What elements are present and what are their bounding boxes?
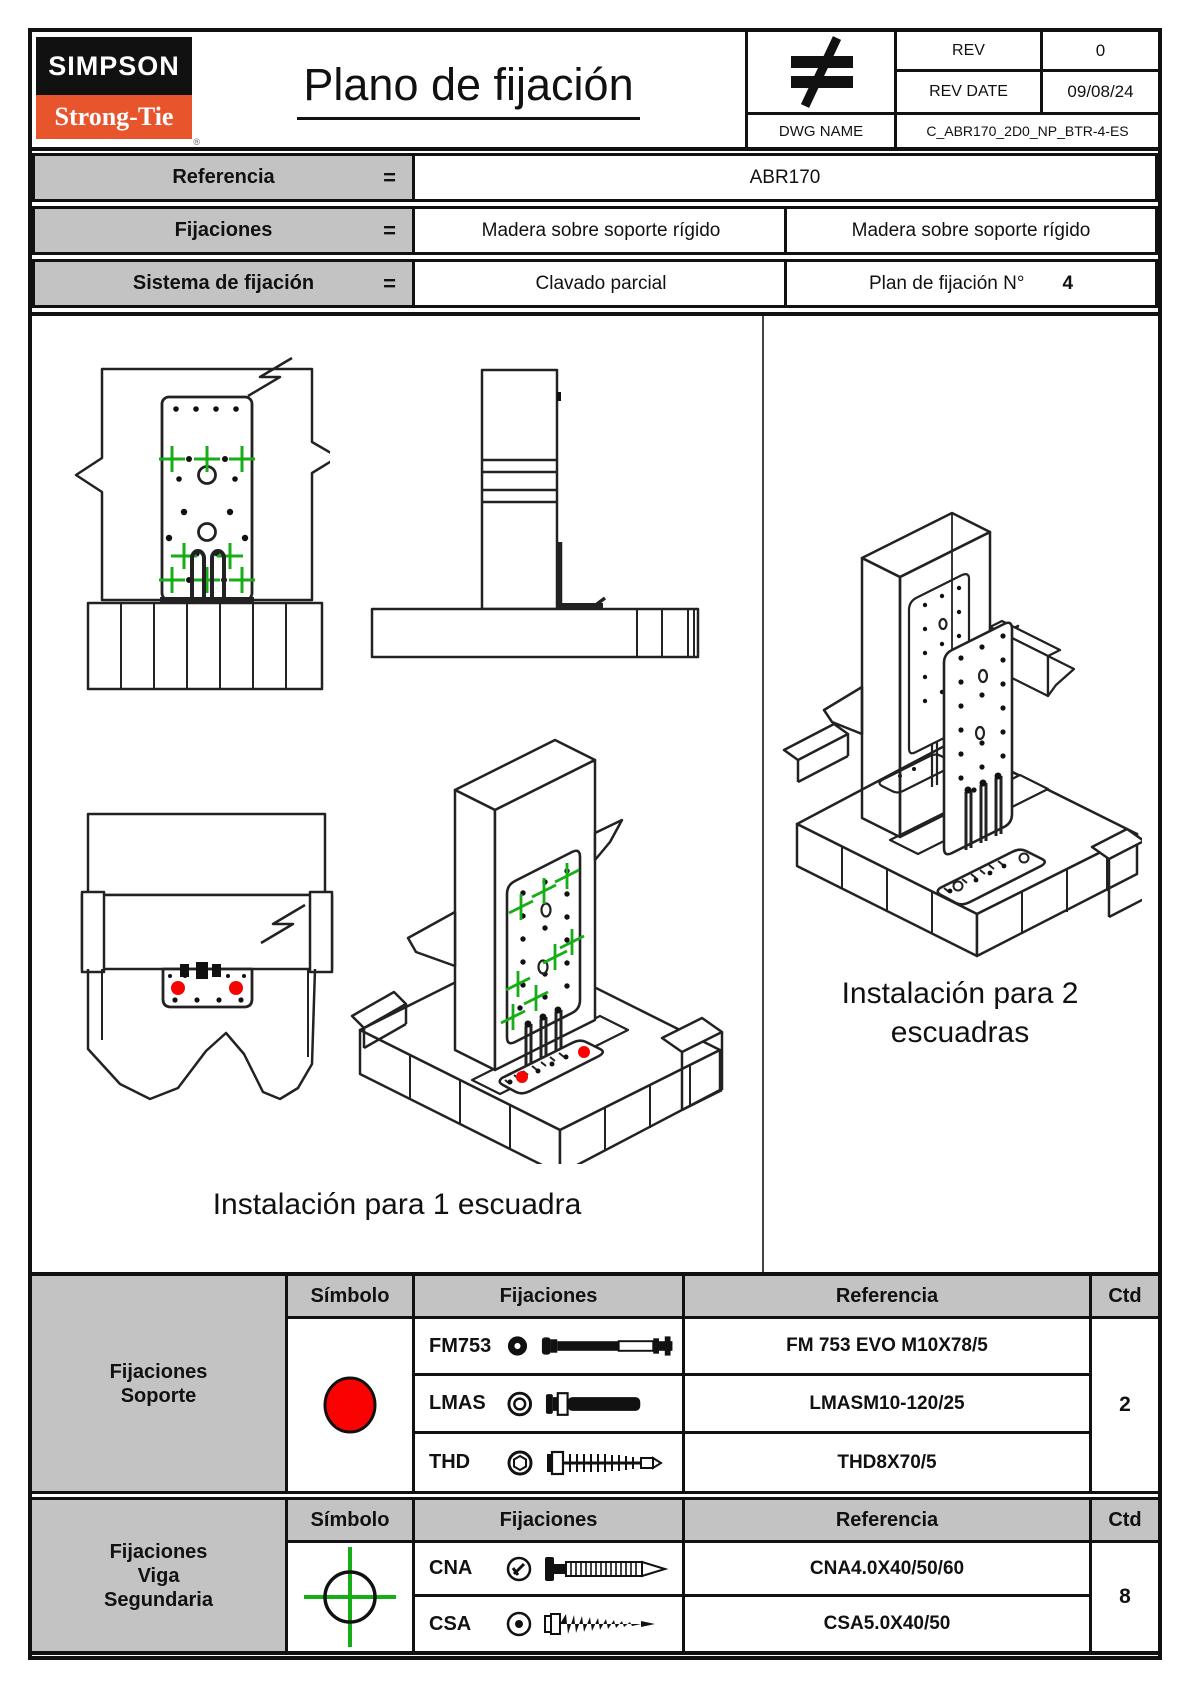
- title-block: [32, 32, 1158, 151]
- fastener-row-fm753: [415, 1319, 685, 1376]
- info-row-fijaciones: [32, 206, 1158, 255]
- dwg-name-label: DWG NAME: [745, 115, 897, 147]
- isometric-two-brackets-drawing: [782, 492, 1142, 972]
- csa-head-icon: [505, 1610, 533, 1638]
- cna-head-icon: [505, 1555, 533, 1583]
- referencia-label: Referencia =: [35, 156, 415, 199]
- plan-view-drawing: [60, 802, 350, 1112]
- simpson-strongtie-logo: [36, 37, 200, 147]
- fm753-bolt-icon: [540, 1331, 682, 1361]
- side-elevation-drawing: [365, 352, 705, 662]
- fm753-head-icon: [505, 1333, 530, 1359]
- caption-two-brackets: Instalación para 2 escuadras: [841, 977, 1079, 1049]
- csa-screw-icon: [543, 1609, 677, 1639]
- fastener-code: CSA: [429, 1612, 472, 1635]
- panel-divider: [762, 316, 764, 1272]
- header-referencia: Referencia: [685, 1276, 1092, 1319]
- header-ctd: Ctd: [1092, 1276, 1158, 1319]
- sistema-label: Sistema de fijación =: [35, 262, 415, 305]
- info-row-referencia: [32, 153, 1158, 202]
- sistema-value: Clavado parcial: [535, 272, 667, 294]
- fijaciones-label: Fijaciones =: [35, 209, 415, 252]
- plan-number-value: 4: [1062, 272, 1074, 294]
- cna-nail-icon: [543, 1554, 677, 1584]
- fixings-beam-table: [32, 1500, 1158, 1655]
- rev-date-label: REV DATE: [897, 72, 1040, 115]
- front-elevation-drawing: [60, 342, 330, 702]
- not-equal-icon: [775, 34, 867, 110]
- symbol-green-crosshair: [288, 1543, 415, 1651]
- caption-one-bracket: Instalación para 1 escuadra: [212, 1188, 582, 1221]
- plan-number-cell: [784, 262, 1155, 305]
- rev-label: REV: [897, 32, 1040, 72]
- registered-mark: ®: [193, 137, 200, 147]
- rev-value: 0: [1040, 32, 1158, 72]
- group-label-support: Fijaciones Soporte: [32, 1276, 288, 1491]
- equals-sign: =: [383, 217, 396, 243]
- logo-simpson: SIMPSON: [36, 37, 192, 95]
- fastener-reference: CSA5.0X40/50: [685, 1597, 1092, 1651]
- fastener-reference: LMASM10-120/25: [685, 1376, 1092, 1434]
- fastener-code: CNA: [429, 1557, 473, 1579]
- fixings-support-table: [32, 1272, 1158, 1491]
- dwg-name-value: C_ABR170_2D0_NP_BTR-4-ES: [926, 123, 1129, 139]
- equals-sign: =: [383, 164, 396, 190]
- lmas-bolt-icon: [544, 1389, 682, 1419]
- table-separator: [32, 1491, 1158, 1500]
- symbol-red-circle: [288, 1319, 415, 1491]
- page-title: Plano de fijación: [192, 32, 745, 147]
- fastener-reference: THD8X70/5: [685, 1434, 1092, 1491]
- group-label-beam: Fijaciones Viga Segundaria: [32, 1500, 288, 1651]
- fastener-row-lmas: [415, 1376, 685, 1434]
- qty-beam: 8: [1119, 1585, 1131, 1608]
- fastener-code: FM753: [429, 1334, 492, 1357]
- header-simbolo: Símbolo: [288, 1500, 415, 1543]
- plan-number-label: Plan de fijación N°: [868, 272, 1025, 294]
- fastener-reference: CNA4.0X40/50/60: [685, 1543, 1092, 1597]
- red-circle-icon: [319, 1373, 381, 1437]
- info-row-sistema: [32, 259, 1158, 308]
- logo-strongtie: Strong-Tie: [36, 95, 192, 139]
- equals-sign: =: [383, 270, 396, 296]
- lmas-head-icon: [505, 1389, 534, 1419]
- green-crosshair-icon: [300, 1545, 400, 1649]
- header-referencia: Referencia: [685, 1500, 1092, 1543]
- fastener-row-csa: [415, 1597, 685, 1651]
- fastener-reference: FM 753 EVO M10X78/5: [685, 1319, 1092, 1376]
- thd-head-icon: [505, 1448, 535, 1478]
- isometric-one-bracket-drawing: [350, 730, 730, 1164]
- fastener-row-thd: [415, 1434, 685, 1491]
- not-equal-logo-mark: [745, 32, 897, 115]
- header-fijaciones: Fijaciones: [415, 1500, 685, 1543]
- referencia-value: ABR170: [749, 166, 821, 188]
- fastener-row-cna: [415, 1543, 685, 1597]
- fastener-code: LMAS: [429, 1392, 486, 1414]
- fastener-code: THD: [429, 1451, 471, 1473]
- thd-screw-icon: [545, 1448, 675, 1478]
- fijaciones-value-b: Madera sobre soporte rígido: [784, 209, 1155, 252]
- header-simbolo: Símbolo: [288, 1276, 415, 1319]
- header-fijaciones: Fijaciones: [415, 1276, 685, 1319]
- fijaciones-value-a: Madera sobre soporte rígido: [481, 219, 721, 241]
- drawing-area: [32, 312, 1158, 1272]
- qty-support: 2: [1119, 1393, 1131, 1416]
- rev-date-value: 09/08/24: [1040, 72, 1158, 115]
- header-ctd: Ctd: [1092, 1500, 1158, 1543]
